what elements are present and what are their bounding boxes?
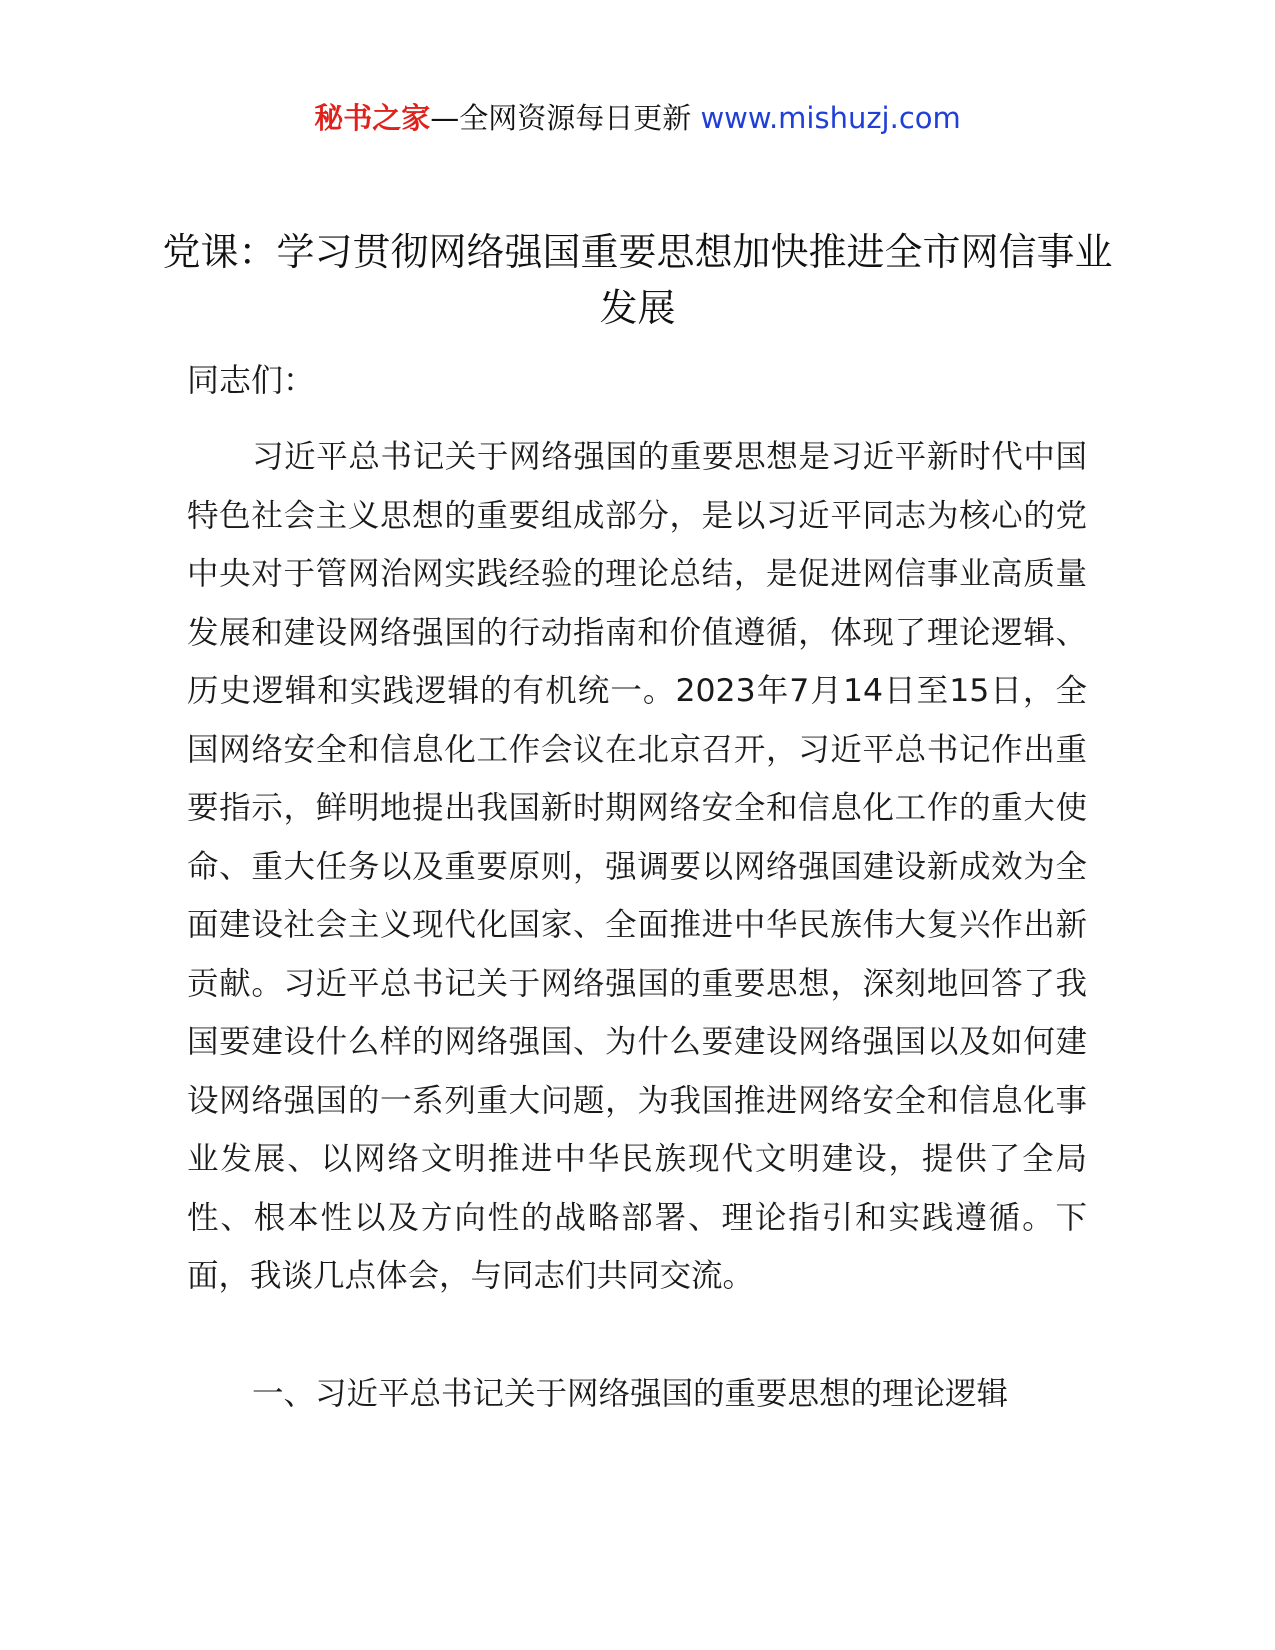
salutation: 同志们： (187, 361, 316, 399)
document-title: 党课：学习贯彻网络强国重要思想加快推进全市网信事业发展 (162, 230, 1113, 330)
site-url-link[interactable]: www.mishuzj.com (700, 101, 961, 135)
brand-name: 秘书之家 (314, 101, 431, 135)
site-header (0, 98, 1275, 138)
body-paragraph: 习近平总书记关于网络强国的重要思想是习近平新时代中国特色社会主义思想的重要组成部分，是以习近平同志为核心的党中央对于管网治网实践经验的理论总结，是促进网信事业高质量发展和建设网络强国的行动指南和价值遵循，体现了理论逻辑、历史逻辑和实践逻辑的有机统一。2023年7月14日至15日，全国网络安全和信息化工作会议在北京召开，习近平总书记作出重要指示，鲜明地提出我国新时期网络安全和信息化工作的重大使命、重大任务以及重要原则，强调要以网络强国建设新成效为全面建设社会主义现代化国家、全面推进中华民族伟大复兴作出新贡献。习近平总书记关于网络强国的重要思想，深刻地回答了我国要建设什么样的网络强国、为什么要建设网络强国以及如何建设网络强国的一系列重大问题，为我国推进网络安全和信息化事业发展、以网络文明推进中华民族现代文明建设，提供了全局性、根本性以及方向性的战略部署、理论指引和实践遵循。下面，我谈几点体会，与同志们共同交流。 (187, 439, 1087, 1294)
section-heading: 一、习近平总书记关于网络强国的重要思想的理论逻辑 (252, 1376, 1009, 1412)
header-tagline: —全网资源每日更新 (430, 101, 692, 135)
